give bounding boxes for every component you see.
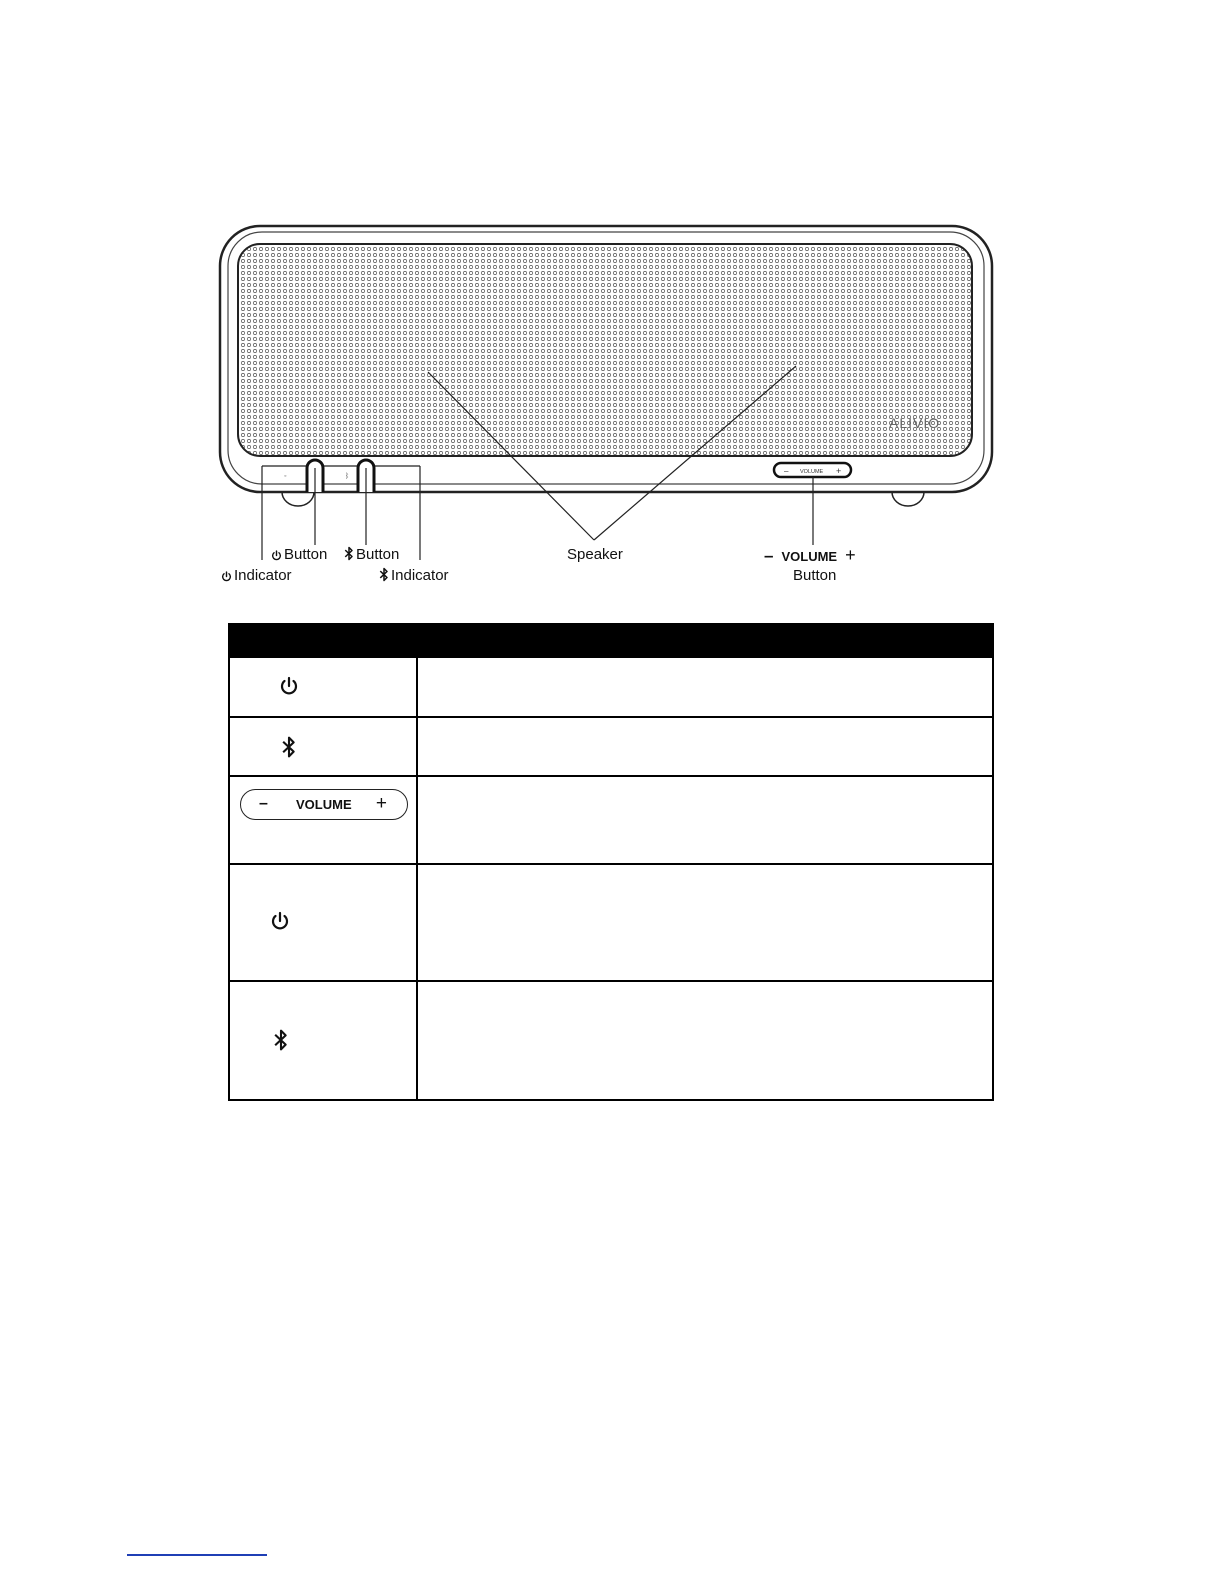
panel-power-glyph: ◦ xyxy=(284,473,287,480)
volume-button-label-line2: Button xyxy=(793,567,837,584)
volume-plus: + xyxy=(845,545,856,565)
footer-link-underline[interactable] xyxy=(127,1553,267,1556)
bluetooth-icon xyxy=(274,1027,288,1053)
table-header-cell xyxy=(417,624,993,657)
description-cell xyxy=(417,776,993,864)
description-cell xyxy=(417,657,993,717)
icon-cell xyxy=(229,776,417,864)
panel-volume-label: VOLUME xyxy=(800,469,824,475)
table-row xyxy=(229,776,993,864)
panel-volume-minus: – xyxy=(784,466,789,476)
power-icon xyxy=(279,676,299,696)
power-icon xyxy=(221,571,232,582)
controls-table xyxy=(228,623,994,1101)
speaker-grille xyxy=(238,244,972,456)
power-indicator-label: Indicator xyxy=(221,567,292,585)
icon-cell xyxy=(229,981,417,1100)
power-icon xyxy=(271,550,282,561)
icon-cell xyxy=(229,657,417,717)
description-cell xyxy=(417,717,993,776)
icon-cell xyxy=(229,864,417,981)
description-cell xyxy=(417,864,993,981)
table-row xyxy=(229,864,993,981)
table-row xyxy=(229,981,993,1100)
table-header-cell xyxy=(229,624,417,657)
power-button-label: Button xyxy=(271,546,327,564)
speaker-label: Speaker xyxy=(567,546,623,563)
table-header-row xyxy=(229,624,993,657)
description-cell xyxy=(417,981,993,1100)
volume-minus: – xyxy=(764,546,774,565)
brand-logo: ALIVIO xyxy=(889,415,941,431)
volume-pill-icon: – VOLUME + xyxy=(240,789,408,820)
bluetooth-icon xyxy=(344,546,354,561)
panel-volume-plus: + xyxy=(836,466,842,476)
bluetooth-icon xyxy=(282,734,296,760)
volume-button-label-line1: – VOLUME + xyxy=(764,545,856,565)
bluetooth-indicator-label: Indicator xyxy=(379,567,449,585)
speaker-diagram xyxy=(0,0,1224,600)
power-icon xyxy=(270,911,290,931)
table-row xyxy=(229,717,993,776)
panel-bt-glyph: ᛒ xyxy=(345,473,350,480)
icon-cell xyxy=(229,717,417,776)
table-row xyxy=(229,657,993,717)
bluetooth-button-label: Button xyxy=(344,546,399,564)
bluetooth-icon xyxy=(379,567,389,582)
